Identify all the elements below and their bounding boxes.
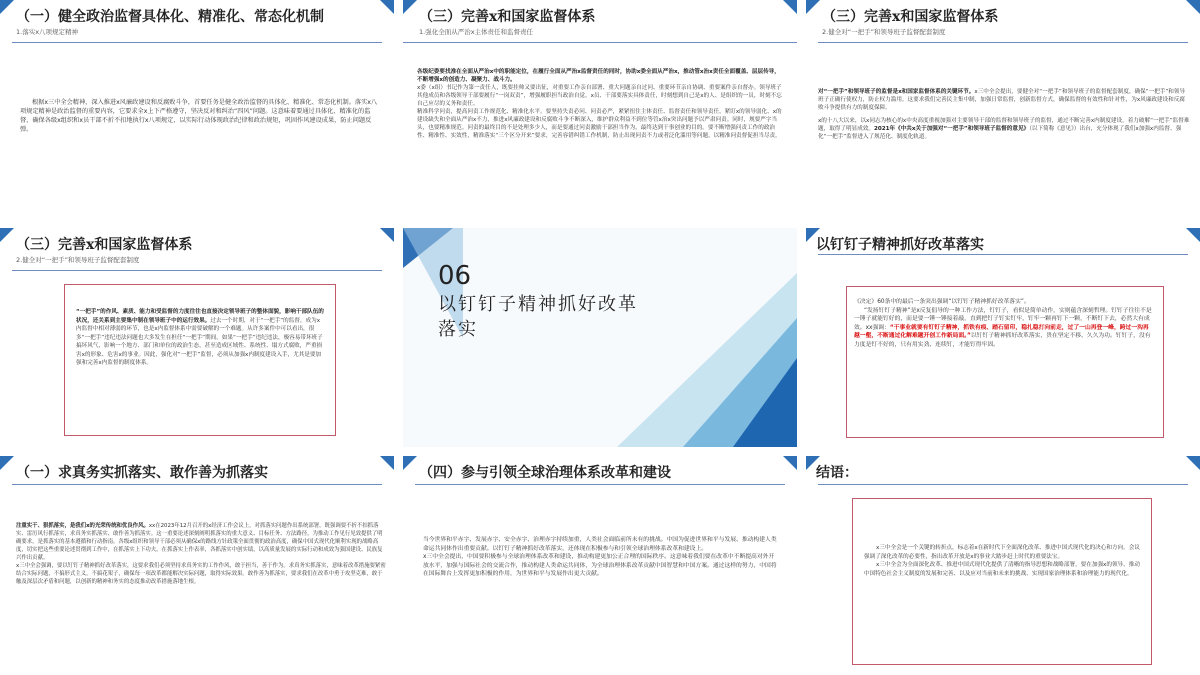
body-text: 过去一个时期，对于“一把手”的监督，成为x内监督中相对薄弱的环节，也是x内监督体系中需要破解的一个难题。从许多案件中可以看出，很多“一把手”违纪违法问题也大多发生在担任“一把手”期间。如果“一把手”违纪违法，极容易带坏班子搞坏风气，影响一个地方、部门和单位的政治生态，甚至造成区域性、系统性、塌方式腐败，严重损害x的形象、危害x的事业。因此，强化对“一把手”监督，必须从加强x内制度建设入手，尤其是要加强和完善x内监督的制度体系。 [76, 317, 323, 366]
slide-body [854, 298, 1154, 349]
body-bold: 2021年《中共x关于加强对“一把手”和领导班子监督的意见》 [873, 126, 1030, 132]
section-title: 以钉钉子精神抓好改革落实 [438, 294, 638, 340]
corner-decoration [1186, 228, 1200, 242]
body-paragraph: 当今世界和平赤字、发展赤字、安全赤字、治理赤字持续加重，人类社会面临前所未有的挑战。中国为促进世界和平与发展、推动构建人类命运共同体作出重要贡献。以钉钉子精神抓好改革落实，还体现在积极参与和引领全球治理体系改革和建设上。 [423, 537, 777, 552]
slide-5-section-cover[interactable] [403, 228, 797, 447]
slide-title: （三）完善x和国家监督体系 [822, 9, 999, 25]
slide-subtitle: 2.健全对“一把手”和领导班子监督配套制度 [16, 256, 140, 264]
body-bold: 各级纪委要找准在全面从严治x中的职能定位，在履行全面从严治x监督责任的同时，协助x委全面从严治x，推动管x治x责任全面覆盖、层层传导，不断增强x的创造力、凝聚力、战斗力。 [417, 69, 780, 83]
body-text: （以下简称《意见》）出台，充分体现了我们x加强x内监督、强化“一把手”监督进入了规范化、制度化轨道。 [818, 126, 1182, 140]
slide-body [76, 308, 324, 368]
body-text: xx在2023年12月召开的x经济工作会议上，对抓落实问题作出系统部署，既强调要不折不扣抓落实、雷厉风行抓落实，求真务实抓落实、敢作善为抓落实。这一重要论述深刻阐明抓落实的重大意义、目标任务、方法路径，为推动工作见行见效提供了明确要求，是抓落实的基本遵循和行动指南。各级x组织和领导干部必须从确保x的路线方针政策全面贯彻的政治高度，确保中国式现代化顺利实现的战略高度，切实把这些重要论述贯彻到工作中，在抓落实上下功夫，在抓落实上作表率，各抓落实中创实绩，以高质量发展的实际行动和成效为强国建设、民族复兴作出贡献。 [16, 523, 383, 561]
slide-6[interactable] [806, 228, 1200, 447]
slide-3[interactable] [806, 0, 1200, 219]
divider [12, 484, 382, 485]
corner-decoration [0, 456, 14, 470]
corner-decoration [1186, 456, 1200, 470]
slide-title: 以钉钉子精神抓好改革落实 [816, 237, 984, 253]
slide-title: （三）完善x和国家监督体系 [419, 9, 596, 25]
corner-decoration [380, 0, 394, 14]
corner-decoration [380, 228, 394, 242]
slide-title: （三）完善x和国家监督体系 [16, 237, 193, 253]
body-paragraph [818, 88, 1190, 112]
corner-decoration [783, 0, 797, 14]
body-paragraph [818, 117, 1190, 141]
slide-subtitle: 2.健全对“一把手”和领导班子监督配套制度 [822, 28, 946, 36]
slide-7[interactable] [0, 456, 394, 675]
body-lead: 《决定》60条中的最后一条突出强调“以钉钉子精神抓好改革落实”。 [854, 299, 1030, 305]
body-paragraph: x委（x组）书记作为第一责任人，既要挂帅又要出征，对重要工作亲自部署、重大问题亲自过问、重要环节亲自协调、重要案件亲自督办。领导班子其他成员和各级领导干部要履行“一岗双责”，增强履职担当政治自觉。x员、干部要落实具体责任，时刻想到自己是x的人、是组织的一员，时刻不忘自己应尽的义务和责任。 [417, 85, 782, 107]
body-paragraph: x三中全会为全面深化改革、推进中国式现代化提供了清晰的指导思想和战略部署，要在加强x的领导、推动中国特色社会主义制度的发展和完善、以及应对当前和未来的挑战、实现国家治理体系和治理能力的现代化。 [864, 562, 1140, 577]
corner-decoration [783, 456, 797, 470]
body-paragraph [854, 307, 1154, 350]
body-paragraph [16, 522, 386, 562]
divider [403, 42, 797, 43]
divider [415, 484, 785, 485]
slide-body [864, 544, 1140, 578]
corner-decoration [403, 456, 417, 470]
slide-9[interactable] [806, 456, 1200, 675]
body-paragraph: 精准科学问责，提高问责工作规范化、精准化水平。要坚持失责必问、问责必严，紧紧扭住主体责任、监督责任和领导责任，紧盯x的领导弱化、x的建设缺失和全面从严治x不力，推进x风廉政建设和反腐败斗争不断深入，维护群众利益不到位等管x治x突出问题予以严肃问责。同时，规要严字当头，也要精准规范。问责的最终目的不是处理多少人，而是要通过问责激励干部担当作为，最终达到干事创业的目的。要不断增强问责工作的政治性、精准性、实效性，精准落实“三个区分开来”要求，完善容错纠错工作机制，防止出现问责不力或者泛化滥用等问题，以精准问责督促担当尽责。 [417, 109, 782, 139]
slide-body [16, 522, 386, 586]
slide-subtitle: 1.强化全面从严治x主体责任和监督责任 [419, 28, 534, 36]
slide-title: （一）求真务实抓落实、敢作善为抓落实 [16, 465, 268, 481]
corner-decoration [1186, 0, 1200, 14]
body-text: 以钉钉子精神抓好改革落实，贵在坚定不移、久久为功。钉钉子，没有力度是钉不好的，只有用实劲、连续钉，才能钉得牢固。 [854, 333, 1151, 348]
body-bold: 注重实干、狠抓落实，是我们x的光荣传统和优良作风。 [16, 523, 149, 529]
body-paragraph: x三中全会强调，要以钉钉子精神抓好改革落实，这要求我们必须坚持求真务实的工作作风，敢于担当，善于作为。求真务实抓落实，意味着改革措施要紧密结合实际问题，不搞形式主义，不搞花架子，确保每一项改革都能解决实际问题，取得实际效果。敢作善为抓落实，要求我们在改革中勇于攻坚克难，敢于触及深层次矛盾和问题，以创新的精神和务实的态度推动改革措施落地生根。 [16, 563, 386, 585]
slide-4[interactable] [0, 228, 394, 447]
slide-body [423, 536, 779, 579]
body-bold: 对“一把手”和领导班子的监督是x和国家监督体系的关键环节。 [818, 89, 975, 95]
slide-1[interactable] [0, 0, 394, 219]
slide-body [417, 68, 785, 140]
quote-highlight: “干事业就要有钉钉子精神，抓铁有痕、踏石留印，稳扎稳打向前走，过了一山再登一峰，跨过一沟再越一壑，不断通过化解难题开创工作新局面。” [854, 324, 1149, 339]
slide-8[interactable] [403, 456, 797, 675]
slide-2[interactable] [403, 0, 797, 219]
body-paragraph: x三中全会提出，中国要积极参与全球治理体系改革和建设，推动构建更加公正合理的国际秩序。这意味着我们要在改革中不断提高对外开放水平，加强与国际社会的交流合作，推动构建人类命运共同体，为全球治理体系改革贡献中国智慧和中国方案。通过这样的努力，中国将在国际舞台上发挥更加积极的作用，为世界和平与发展作出更大贡献。 [423, 554, 777, 577]
body-bold: “一把手”的作风、素质、能力和受监督的力度往往也直接决定领导班子的整体面貌，影响干部队伍的状况，还关系到主要集中制在领导班子中的运行效果。 [76, 309, 324, 324]
slide-title: 结语： [816, 465, 858, 481]
slide-subtitle: 1.落实x八项规定精神 [16, 28, 79, 36]
divider [818, 42, 1188, 43]
slide-body [818, 88, 1190, 141]
content-frame [852, 498, 1152, 665]
body-text: x的十八大以来，以x同志为核心的x中央高度重视加强对主要领导干部的监督和领导班子的监督，通过不断完善x内制度建设，着力破解“一把手”监督难题，取得了明显成效。 [818, 118, 1190, 132]
divider [12, 270, 382, 271]
slide-title: （四）参与引领全球治理体系改革和建设 [419, 465, 671, 481]
corner-decoration [403, 0, 417, 14]
body-text: “发扬钉钉子精神”是x反复倡导的一种工作方法，钉钉子，看似是简单动作，实则蕴含深刻哲理。钉钉子往往不是一锤子就能钉好的，而是要一锤一锤接着敲，直到把钉子钉实钉牢，钉牢一颗再钉下一颗，不断钉下去，必然大有成效。xx强调： [854, 307, 1152, 331]
slide-body: 根据x三中全会精神，深入推进x风廉政建设和反腐败斗争，首要任务是健全政治监督的具体化、精准化、常态化机制。落实x八项规定精神是政治监督的重要内容，它要求全x上下严格遵守，坚决反对和纠治“四风”问题。这意味着要通过具体化、精准化的监督，确保各级x组织和x员干部不折不扣地执行x八项规定，以实际行动体现政治纪律和政治规矩，巩固作风建设成果，防止问题反弹。 [20, 99, 378, 133]
corner-decoration [0, 0, 14, 14]
corner-decoration [380, 456, 394, 470]
divider [818, 484, 1188, 485]
body-text: x三中全会提出，要健全对“一把手”和领导班子的监督配套制度，确保“一把手”和领导班子正确行使权力，防止权力滥用。这要求我们完善民主集中制，加强日常监督，创新监督方式，确保监督的有效性和针对性，为x风廉政建设和反腐败斗争提供有力的制度保障。 [818, 89, 1186, 111]
divider [12, 42, 382, 43]
divider [818, 254, 1188, 255]
body-paragraph: x三中全会是一个关键的转折点，标志着x在新时代下全面深化改革、推进中国式现代化的决心和方向。会议强调了深化改革的必要性，指出改革开放是x的事业大踏步赶上时代的重要法宝。 [864, 545, 1140, 560]
corner-decoration [0, 228, 14, 242]
slide-title: （一）健全政治监督具体化、精准化、常态化机制 [16, 9, 324, 25]
section-number: 06 [438, 261, 472, 291]
corner-decoration [806, 0, 820, 14]
